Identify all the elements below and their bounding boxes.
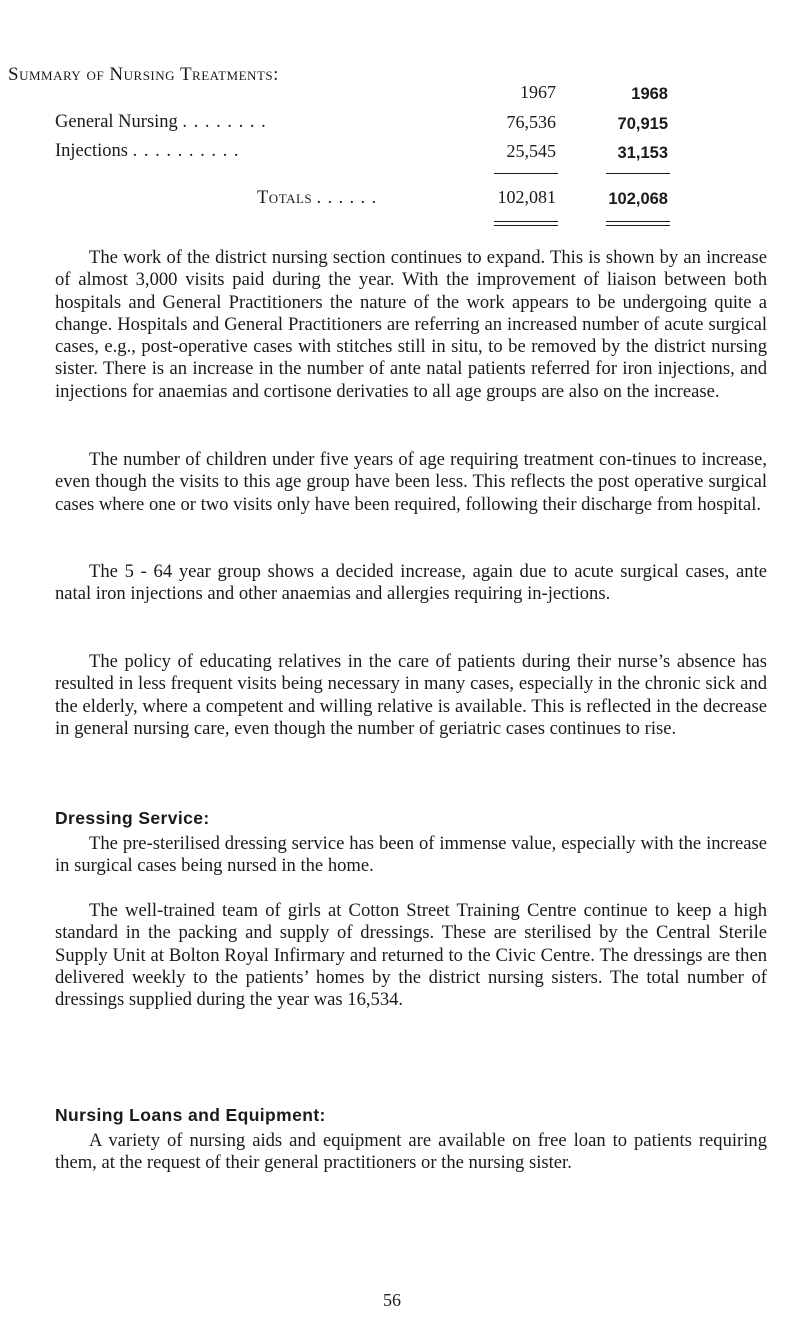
page-number: 56 xyxy=(383,1290,401,1310)
row-label-general-nursing xyxy=(55,112,267,133)
total-double-rule-1967 xyxy=(494,221,558,226)
column-header-1968: 1968 xyxy=(631,85,668,103)
injections-1968: 31,153 xyxy=(617,144,668,162)
totals-label-text: Totals xyxy=(257,188,313,208)
dot-leader: . . . . . . . . xyxy=(182,112,267,132)
general-nursing-1967: 76,536 xyxy=(506,112,556,132)
column-header-1967: 1967 xyxy=(520,82,556,102)
section-heading-nursing-loans: Nursing Loans and Equipment: xyxy=(55,1105,326,1125)
general-nursing-1968: 70,915 xyxy=(617,115,668,133)
row-label-text: General Nursing xyxy=(55,112,178,132)
subtotal-rule-1968 xyxy=(606,173,670,174)
totals-1967: 102,081 xyxy=(497,187,556,207)
row-label-text: Injections xyxy=(55,141,128,161)
dot-leader: . . . . . . xyxy=(316,187,378,207)
paragraph-dressing-team: The well-trained team of girls at Cotton Street Training Centre continue to keep a high standard in the packing and supply of dressings. These are sterilised by the Central Sterile Supply Unit at Bolton Royal Infirmary and returned to the Civic Centre. The dressings are then delivered weekly to the patients’ homes by the district nursing sisters. The total number of dressings supplied during the year was 16,534. xyxy=(55,900,767,1011)
paragraph-educating-relatives: The policy of educating relatives in the care of patients during their nurse’s absence has resulted in less frequent visits being necessary in many cases, especially in the chronic sick and the elderly, where a competent and willing relative is available. This is reflected in the decrease in general nursing care, even though the number of geriatric cases continues to rise. xyxy=(55,651,767,739)
paragraph-dressing-value: The pre-sterilised dressing service has been of immense value, especially with the increase in surgical cases being nursed in the home. xyxy=(55,833,767,877)
summary-title: Summary of Nursing Treatments: xyxy=(8,64,279,85)
paragraph-nursing-loans: A variety of nursing aids and equipment are available on free loan to patients requiring them, at the request of their general practitioners or the nursing sister. xyxy=(55,1130,767,1174)
paragraph-5-64-year-group: The 5 - 64 year group shows a decided increase, again due to acute surgical cases, ante natal iron injections and other anaemias and allergies requiring in-jections. xyxy=(55,561,767,605)
totals-label xyxy=(257,187,377,209)
paragraph-district-nursing: The work of the district nursing section continues to expand. This is shown by an increase of almost 3,000 visits paid during the year. With the improvement of liaison between both hospitals and General Practitioners the nature of the work appears to be undergoing quite a change. Hospitals and General Practitioners are referring an increased number of acute surgical cases, e.g., post-operative cases with stitches still in situ, to be removed by the district nursing sister. There is an increase in the number of ante natal patients referred for iron injections, and injections for anaemias and cortisone derivaties to all age groups are also on the increase. xyxy=(55,247,767,402)
dot-leader: . . . . . . . . . . xyxy=(132,141,240,161)
row-label-injections xyxy=(55,141,239,162)
section-heading-dressing-service: Dressing Service: xyxy=(55,808,210,828)
total-double-rule-1968 xyxy=(606,221,670,226)
paragraph-children-under-five: The number of children under five years of age requiring treatment con-tinues to increase, even though the visits to this age group have been less. This reflects the post operative surgical cases where one or two visits only have been required, following their discharge from hospital. xyxy=(55,449,767,515)
subtotal-rule-1967 xyxy=(494,173,558,174)
injections-1967: 25,545 xyxy=(506,141,556,161)
totals-1968: 102,068 xyxy=(608,190,668,208)
